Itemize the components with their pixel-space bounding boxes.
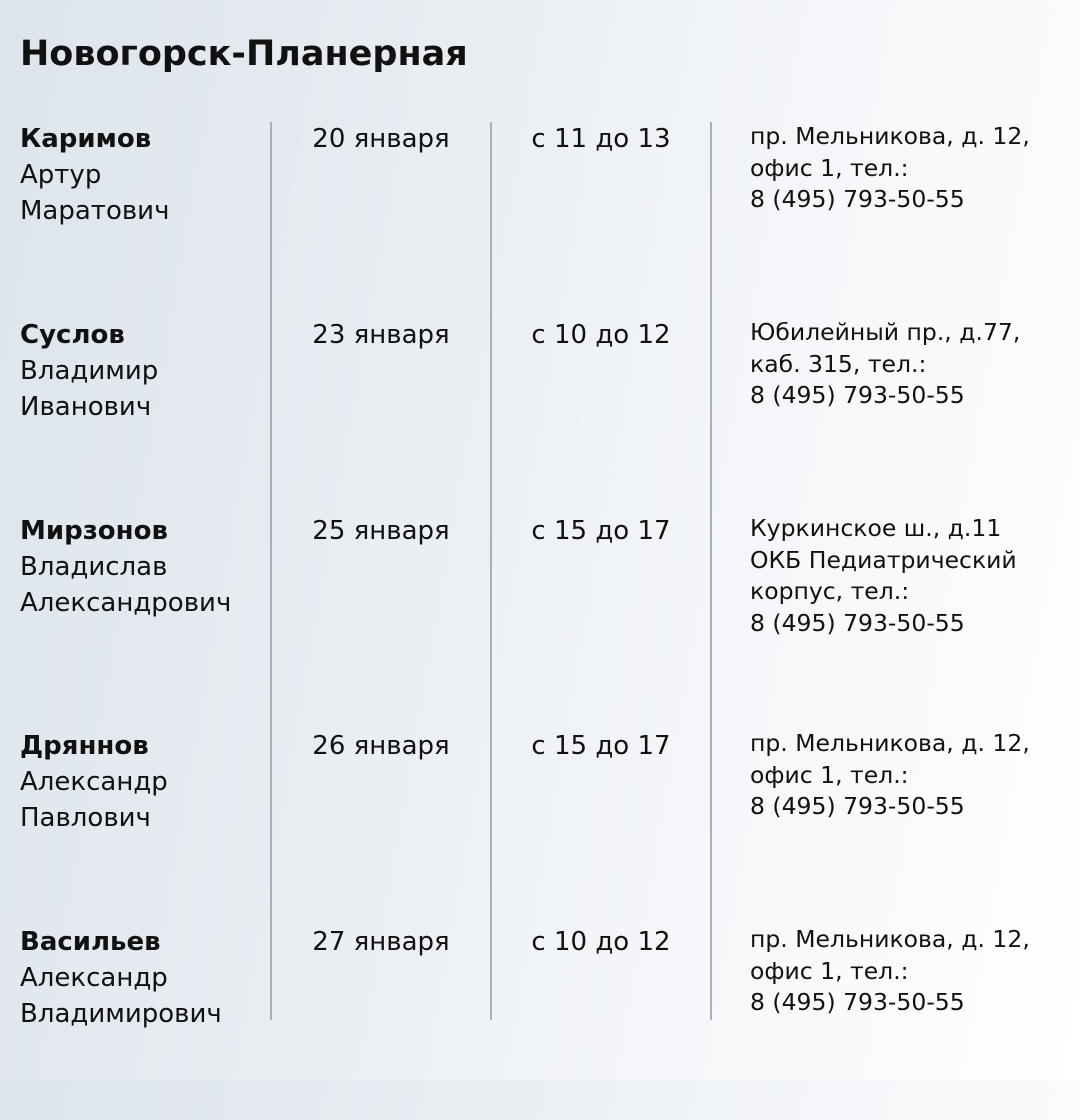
person-name xyxy=(20,317,158,425)
reception-time: с 15 до 17 xyxy=(531,731,671,761)
person-name xyxy=(20,121,169,229)
schedule-row xyxy=(0,924,1080,1120)
person-surname: Суслов xyxy=(20,320,125,350)
reception-time: с 10 до 12 xyxy=(531,320,671,350)
person-surname: Васильев xyxy=(20,927,161,957)
reception-date: 26 января xyxy=(312,731,450,761)
person-name xyxy=(20,728,168,836)
person-name xyxy=(20,513,231,621)
person-surname: Мирзонов xyxy=(20,516,168,546)
reception-date: 23 января xyxy=(312,320,450,350)
person-first-name: Владислав xyxy=(20,552,168,582)
person-surname: Дряннов xyxy=(20,731,149,761)
reception-address: Юбилейный пр., д.77, каб. 315, тел.: 8 (495) 793-50-55 xyxy=(750,318,1021,409)
reception-date: 20 января xyxy=(312,124,450,154)
reception-address: пр. Мельникова, д. 12, офис 1, тел.: 8 (495) 793-50-55 xyxy=(750,729,1030,820)
reception-address: пр. Мельникова, д. 12, офис 1, тел.: 8 (495) 793-50-55 xyxy=(750,122,1030,213)
reception-date: 27 января xyxy=(312,927,450,957)
person-surname: Каримов xyxy=(20,124,152,154)
schedule-row xyxy=(0,728,1080,924)
page-title: Новогорск-Планерная xyxy=(20,34,468,74)
reception-time: с 11 до 13 xyxy=(531,124,671,154)
person-patronymic: Павлович xyxy=(20,803,151,833)
schedule-row xyxy=(0,317,1080,513)
person-patronymic: Иванович xyxy=(20,392,152,422)
person-first-name: Артур xyxy=(20,160,102,190)
person-name xyxy=(20,924,222,1032)
reception-date: 25 января xyxy=(312,516,450,546)
person-first-name: Александр xyxy=(20,963,168,993)
reception-time: с 10 до 12 xyxy=(531,927,671,957)
schedule-row xyxy=(0,513,1080,709)
person-first-name: Александр xyxy=(20,767,168,797)
person-first-name: Владимир xyxy=(20,356,159,386)
person-patronymic: Владимирович xyxy=(20,999,222,1029)
reception-time: с 15 до 17 xyxy=(531,516,671,546)
person-patronymic: Маратович xyxy=(20,196,170,226)
reception-address: пр. Мельникова, д. 12, офис 1, тел.: 8 (495) 793-50-55 xyxy=(750,925,1030,1016)
person-patronymic: Александрович xyxy=(20,588,232,618)
schedule-row xyxy=(0,121,1080,317)
reception-address: Куркинское ш., д.11 ОКБ Педиатрический корпус, тел.: 8 (495) 793-50-55 xyxy=(750,514,1017,637)
